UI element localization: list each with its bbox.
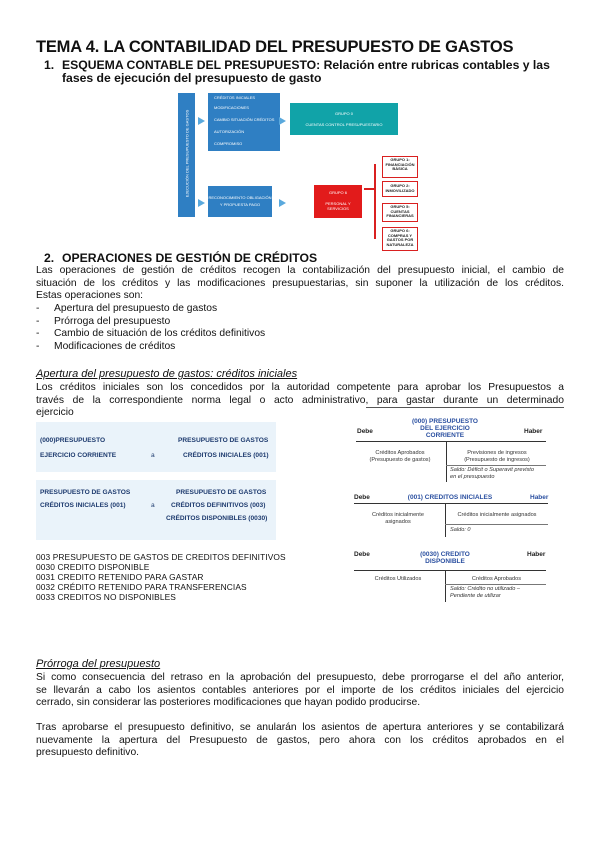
t2-right: Créditos inicialmente asignados bbox=[457, 512, 537, 518]
apertura-heading: Apertura del presupuesto de gastos: créditos iniciales bbox=[36, 368, 298, 380]
prorroga-paragraph-2 bbox=[36, 722, 564, 760]
list-item: - Cambio de situación de los créditos definitivos bbox=[36, 328, 266, 340]
group-1-box: GRUPO 1: FINANCIACIÓN BÁSICA bbox=[382, 156, 418, 178]
group-0-box bbox=[290, 103, 398, 135]
red-box-line2: PERSONAL Y SERVICIOS bbox=[325, 201, 351, 211]
diagram-top-item-4: COMPROMISO bbox=[214, 141, 243, 146]
t1-left: Créditos Aprobados (Presupuesto de gastos) bbox=[369, 450, 431, 463]
t3-title: (0030) CREDITO DISPONIBLE bbox=[420, 551, 470, 565]
section-2-number: 2. bbox=[44, 251, 55, 265]
t1-haber: Haber bbox=[524, 428, 543, 435]
f2-right2: CRÉDITOS DEFINITIVOS (003) bbox=[171, 502, 266, 509]
t3-saldo: Saldo: Crédito no utilizado – Pendiente de utilizar bbox=[450, 586, 520, 599]
section-2-heading bbox=[44, 251, 317, 265]
list-item: - Apertura del presupuesto de gastos bbox=[36, 303, 218, 314]
t2-hline bbox=[354, 503, 548, 504]
f2-left1: PRESUPUESTO DE GASTOS bbox=[40, 489, 131, 496]
f2-mid: a bbox=[151, 502, 155, 509]
para-line: Estas operaciones son: bbox=[36, 290, 144, 302]
section-1-number: 1. bbox=[44, 58, 55, 72]
para-line: situación de los créditos y las modificaciones presupuestarias, sin suponer la utilización de los créditos. bbox=[36, 277, 564, 289]
section-2-title: OPERACIONES DE GESTIÓN DE CRÉDITOS bbox=[62, 251, 318, 265]
apertura-line: través de la correspondiente norma legal o acto administrativo, para gastar durante un determinado bbox=[36, 394, 564, 406]
section-1-heading bbox=[44, 59, 574, 85]
diagram-bottom-line2: Y PROPUESTA PAGO bbox=[219, 202, 261, 207]
prorroga-heading: Prórroga del presupuesto bbox=[36, 658, 161, 670]
code-item: 0032 CRÉDITO RETENIDO PARA TRANSFERENCIAS bbox=[36, 582, 247, 592]
diagram-top-item-2: CAMBIO SITUACIÓN CRÉDITOS bbox=[214, 117, 275, 122]
t1-hline bbox=[356, 441, 546, 442]
t2-debe: Debe bbox=[354, 494, 370, 501]
group-5-box: GRUPO 5: CUENTAS FINANCIERAS bbox=[382, 203, 418, 222]
code-item: 003 PRESUPUESTO DE GASTOS DE CREDITOS DEFINITIVOS bbox=[36, 552, 286, 562]
formula-box-1 bbox=[36, 422, 276, 472]
t1-right: Previsiones de ingresos (Presupuesto de ingresos) bbox=[464, 450, 530, 463]
group-2-box: GRUPO 2: INMOVILIZADO bbox=[382, 181, 418, 197]
section-1-heading-line2: fases de ejecución del presupuesto de gasto bbox=[62, 71, 322, 85]
prorroga-line: se llevarán a cabo los asientos contables anteriores por el importe de los créditos iniciales del ejercicio bbox=[36, 684, 564, 696]
t1-saldo-line bbox=[446, 465, 546, 466]
diagram-top-items bbox=[208, 93, 280, 151]
t3-vline bbox=[445, 570, 446, 602]
f1-right2: CRÉDITOS INICIALES (001) bbox=[183, 452, 269, 459]
t2-haber: Haber bbox=[530, 494, 549, 501]
diagram-top-item-0: CRÉDITOS INICIALES bbox=[214, 95, 256, 100]
f1-right1: PRESUPUESTO DE GASTOS bbox=[178, 437, 269, 444]
list-item: - Modificaciones de créditos bbox=[36, 340, 176, 352]
diagram-bottom-line1: RECONOCIMIENTO OBLIGACIÓN bbox=[208, 195, 272, 200]
operations-list bbox=[36, 303, 436, 353]
t2-left: Créditos inicialmente asignados bbox=[372, 512, 424, 525]
t1-vline bbox=[446, 441, 447, 482]
f2-left2: CRÉDITOS INICIALES (001) bbox=[40, 502, 126, 509]
code-item: 0030 CREDITO DISPONIBLE bbox=[36, 562, 150, 572]
arrow-to-group0 bbox=[279, 117, 286, 125]
section-2-paragraph bbox=[36, 265, 564, 303]
apertura-line: Los créditos iniciales son los concedidos por la autoridad competente para aprobar los Presupuestos a bbox=[36, 382, 564, 393]
t3-left: Créditos Utilizados bbox=[374, 576, 422, 582]
prorroga-paragraph-1 bbox=[36, 672, 564, 710]
diagram-vertical-label: EJECUCIÓN DEL PRESUPUESTO DE GASTOS bbox=[178, 93, 195, 217]
group-0-subtitle: CUENTAS CONTROL PRESUPUESTARIO bbox=[305, 122, 383, 127]
prorroga-line: nuevamente la apertura del Presupuesto de gastos, pero ahora con los créditos aprobados en el bbox=[36, 734, 564, 746]
prorroga-line: Si como consecuencia del retraso en la aprobación del presupuesto, debe prorrogarse el del año anterior, bbox=[36, 672, 564, 683]
f2-right3: CRÉDITOS DISPONIBLES (0030) bbox=[166, 515, 268, 522]
prorroga-line: presupuesto definitivo. bbox=[36, 747, 140, 759]
diagram-top-item-1: MODIFICACIONES bbox=[214, 105, 249, 110]
f2-right1: PRESUPUESTO DE GASTOS bbox=[176, 489, 267, 496]
t2-saldo-line bbox=[445, 524, 548, 525]
apertura-paragraph bbox=[36, 382, 564, 420]
diagram-bottom-box bbox=[208, 186, 272, 217]
t1-debe: Debe bbox=[357, 428, 373, 435]
codes-list bbox=[36, 552, 286, 602]
section-1-heading-line1: ESQUEMA CONTABLE DEL PRESUPUESTO: Relación entre rubricas contables y las bbox=[62, 58, 550, 72]
diagram-top-item-3: AUTORIZACIÓN bbox=[214, 129, 245, 134]
arrow-top bbox=[198, 117, 205, 125]
t3-saldo-line bbox=[445, 584, 546, 585]
group-6-box: GRUPO 6: COMPRAS Y GASTOS POR NATURALEZA bbox=[382, 227, 418, 251]
t3-hline bbox=[354, 570, 546, 571]
arrow-to-red bbox=[279, 199, 286, 207]
para-line: Las operaciones de gestión de créditos recogen la contabilización del presupuesto inicial, el cambio de bbox=[36, 265, 564, 276]
group-6-red-box bbox=[314, 185, 362, 218]
prorroga-line: Tras aprobarse el presupuesto definitivo, se anularán los asientos de apertura anteriores y se contabilizará bbox=[36, 722, 564, 733]
apertura-line: ejercicio bbox=[36, 407, 74, 419]
f1-left1: (000)PRESUPUESTO bbox=[40, 437, 106, 444]
red-box-line1: GRUPO 6 bbox=[328, 190, 347, 195]
t2-title: (001) CREDITOS INICIALES bbox=[407, 494, 493, 501]
t2-vline bbox=[445, 503, 446, 537]
t1-title: (000) PRESUPUESTO DEL EJERCICIO CORRIENTE bbox=[412, 418, 478, 439]
t3-debe: Debe bbox=[354, 551, 370, 558]
connector-vertical bbox=[374, 164, 376, 239]
t3-right: Créditos Aprobados bbox=[471, 576, 522, 582]
code-item: 0031 CREDITO RETENIDO PARA GASTAR bbox=[36, 572, 204, 582]
page-title: TEMA 4. LA CONTABILIDAD DEL PRESUPUESTO DE GASTOS bbox=[36, 38, 514, 56]
prorroga-line: cerrado, sin considerar las posteriores modificaciones que hayan podido producirse. bbox=[36, 697, 421, 709]
t2-saldo: Saldo: 0 bbox=[450, 527, 471, 533]
t3-haber: Haber bbox=[527, 551, 546, 558]
t1-saldo: Saldo: Déficit o Superavit previsto en el presupuesto bbox=[450, 467, 534, 480]
list-item: - Prórroga del presupuesto bbox=[36, 315, 171, 327]
budget-diagram bbox=[178, 93, 418, 253]
arrow-bottom bbox=[198, 199, 205, 207]
code-item: 0033 CREDITOS NO DISPONIBLES bbox=[36, 592, 176, 602]
f1-mid: a bbox=[151, 452, 155, 459]
group-0-title: GRUPO 0 bbox=[334, 111, 353, 116]
apertura-underline bbox=[366, 407, 564, 408]
f1-left2: EJERCICIO CORRIENTE bbox=[40, 452, 117, 459]
